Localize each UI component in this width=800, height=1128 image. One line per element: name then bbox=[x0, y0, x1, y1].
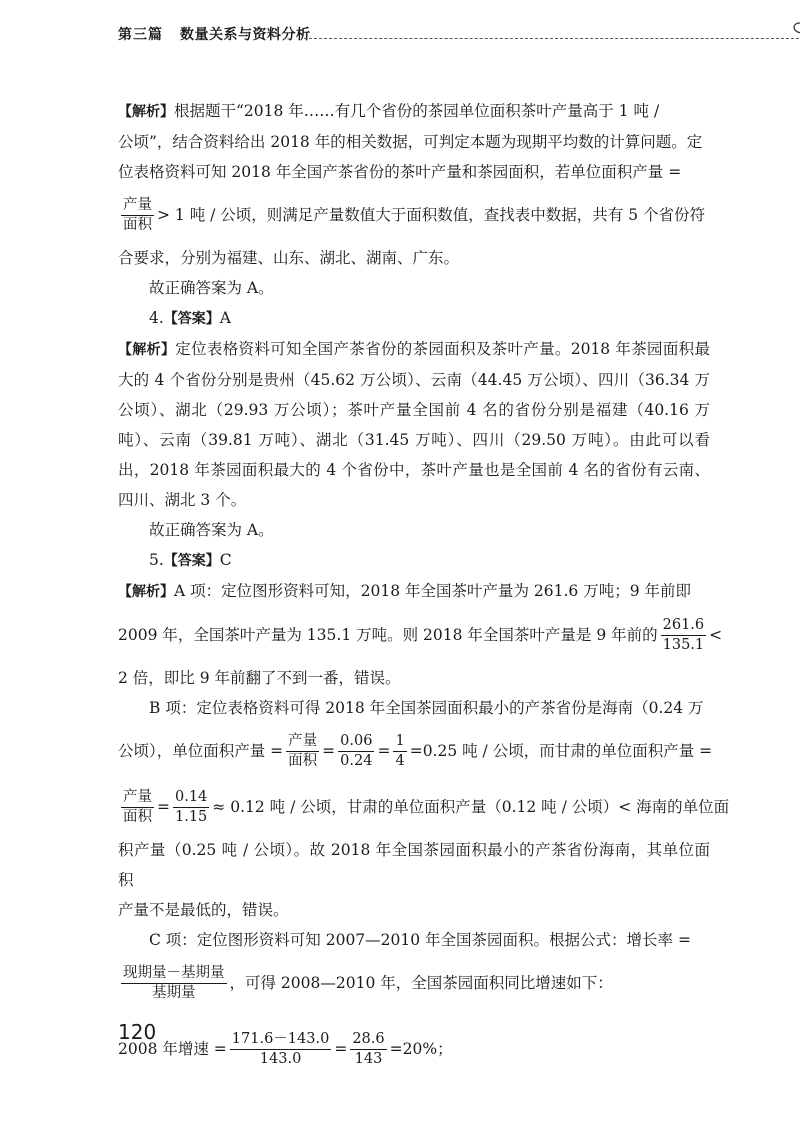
fraction bbox=[350, 1030, 386, 1069]
fraction-numerator: 28.6 bbox=[350, 1030, 386, 1050]
analysis-q5-c-line2 bbox=[118, 955, 710, 1011]
question-number: 5. bbox=[149, 551, 164, 569]
fraction-denominator: 4 bbox=[395, 752, 405, 769]
analysis-text: ≈ 0.12 吨 / 公顷，甘肃的单位面积产量（0.12 吨 / 公顷）< 海南的单位面 bbox=[212, 798, 730, 816]
analysis-q3-line2: 公顷”，结合资料给出 2018 年的相关数据，可判定本题为现期平均数的计算问题。定 bbox=[118, 133, 703, 151]
fraction-numerator: 0.06 bbox=[338, 732, 374, 752]
fraction-denominator: 0.24 bbox=[340, 752, 373, 769]
answer-q4 bbox=[118, 303, 710, 334]
fraction bbox=[173, 788, 209, 827]
analysis-text: =0.25 吨 / 公顷，而甘肃的单位面积产量 = bbox=[409, 742, 713, 760]
page-content bbox=[118, 96, 730, 1077]
analysis-q5-b-line4: 积产量（0.25 吨 / 公顷）。故 2018 年全国茶园面积最小的产茶省份海南，其单位面积 bbox=[118, 841, 710, 889]
analysis-text: A 项：定位图形资料可知，2018 年全国茶叶产量为 261.6 万吨；9 年前即 bbox=[174, 582, 692, 600]
analysis-q5-b-line5: 产量不是最低的，错误。 bbox=[118, 901, 289, 919]
analysis-q5-a-line2 bbox=[118, 607, 723, 663]
analysis-q5-b-line1: B 项：定位表格资料可得 2018 年全国茶园面积最小的产茶省份是海南（0.24 万 bbox=[149, 699, 704, 717]
analysis-q3-line1 bbox=[118, 96, 710, 127]
fraction bbox=[393, 732, 406, 771]
fraction-denominator: 基期量 bbox=[152, 984, 196, 1001]
fraction-numerator: 现期量－基期量 bbox=[121, 964, 227, 984]
analysis-text: 2008 年增速 = bbox=[118, 1040, 227, 1058]
answer-letter: A bbox=[219, 309, 231, 327]
analysis-tag: 【解析】 bbox=[118, 584, 174, 600]
equals-sign: = bbox=[322, 742, 336, 760]
fraction-numerator: 产量 bbox=[121, 196, 154, 216]
analysis-text: ，可得 2008—2010 年，全国茶园面积同比增速如下： bbox=[229, 974, 613, 992]
analysis-text: 定位表格资料可知全国产茶省份的茶园面积及茶叶产量。2018 年茶园面积最大的 4 个省份分别是贵州（45.62 万公顷）、云南（44.45 万公顷）、四川（36.34 万公顷）、湖北（29.93 万公顷）；茶叶产量全国前 4 名的省份分别是福建（40.16 万吨）、云南（39.81 万吨）、湖北（31.45 万吨）、四川（29.50 万吨）。由此可以看出，2018 年茶园面积最大的 4 个省份中，茶叶产量也是全国前 4 名的省份有云南、四川、湖北 3 个。 bbox=[118, 340, 710, 509]
fraction bbox=[121, 196, 154, 235]
fraction bbox=[121, 964, 227, 1003]
answer-statement: 故正确答案为 A。 bbox=[149, 279, 274, 297]
sprout-icon bbox=[792, 16, 800, 60]
analysis-tag: 【解析】 bbox=[118, 342, 176, 358]
answer-letter: C bbox=[219, 551, 232, 569]
fraction-denominator: 143.0 bbox=[259, 1050, 302, 1067]
analysis-text: 2009 年，全国茶叶产量为 135.1 万吨。则 2018 年全国茶叶产量是 9 年前的 bbox=[118, 626, 658, 644]
fraction-numerator: 产量 bbox=[121, 788, 154, 808]
equals-sign: = bbox=[157, 798, 170, 816]
fraction-denominator: 面积 bbox=[288, 752, 318, 769]
analysis-q3-line4 bbox=[118, 187, 710, 243]
fraction-numerator: 171.6－143.0 bbox=[230, 1030, 332, 1050]
analysis-text: 根据题干“2018 年……有几个省份的茶园单位面积茶叶产量高于 1 吨 / bbox=[174, 102, 660, 120]
fraction-numerator: 产量 bbox=[286, 732, 319, 752]
answer-tag: 【答案】 bbox=[163, 553, 220, 569]
analysis-text: 公顷），单位面积产量 = bbox=[118, 742, 284, 760]
answer-q5 bbox=[118, 545, 710, 576]
page-number: 120 bbox=[118, 1020, 157, 1044]
header-rule bbox=[304, 38, 800, 39]
question-number: 4. bbox=[149, 309, 164, 327]
analysis-text: > 1 吨 / 公顷，则满足产量数值大于面积数值，查找表中数据，共有 5 个省份符 bbox=[157, 206, 705, 224]
fraction-numerator: 1 bbox=[393, 732, 406, 752]
analysis-q3-line3: 位表格资料可知 2018 年全国产茶省份的茶叶产量和茶园面积，若单位面积产量 = bbox=[118, 163, 682, 181]
fraction bbox=[338, 732, 374, 771]
equals-sign: = bbox=[377, 742, 391, 760]
fraction-denominator: 面积 bbox=[123, 808, 152, 825]
analysis-text: =20%； bbox=[389, 1040, 453, 1058]
analysis-q5-b-line3 bbox=[118, 779, 730, 835]
chapter-title: 数量关系与资料分析 bbox=[180, 27, 311, 43]
running-header bbox=[118, 22, 718, 52]
analysis-q3-line5: 合要求，分别为福建、山东、湖北、湖南、广东。 bbox=[118, 249, 460, 267]
fraction-numerator: 0.14 bbox=[173, 788, 209, 808]
analysis-q5-a-line1 bbox=[118, 576, 710, 607]
fraction bbox=[230, 1030, 332, 1069]
answer-statement: 故正确答案为 A。 bbox=[149, 521, 274, 539]
analysis-q5-c-line3 bbox=[118, 1021, 710, 1077]
equals-sign: = bbox=[334, 1040, 348, 1058]
fraction bbox=[121, 788, 154, 827]
fraction-denominator: 135.1 bbox=[662, 636, 705, 653]
analysis-q4 bbox=[118, 334, 710, 515]
fraction bbox=[286, 732, 319, 771]
analysis-q5-b-line2 bbox=[118, 723, 713, 779]
fraction-denominator: 143 bbox=[354, 1050, 383, 1067]
chapter-label: 第三篇 bbox=[118, 27, 163, 43]
analysis-q5-c-line1: C 项：定位图形资料可知 2007—2010 年全国茶园面积。根据公式：增长率 = bbox=[149, 931, 691, 949]
fraction-numerator: 261.6 bbox=[661, 616, 707, 636]
fraction-denominator: 面积 bbox=[123, 216, 152, 233]
analysis-tag: 【解析】 bbox=[118, 104, 174, 120]
fraction-denominator: 1.15 bbox=[175, 808, 208, 825]
comparison-sign: < bbox=[709, 626, 723, 644]
answer-tag: 【答案】 bbox=[163, 311, 220, 327]
analysis-q5-a-line3: 2 倍，即比 9 年前翻了不到一番，错误。 bbox=[118, 669, 401, 687]
fraction bbox=[661, 616, 707, 655]
